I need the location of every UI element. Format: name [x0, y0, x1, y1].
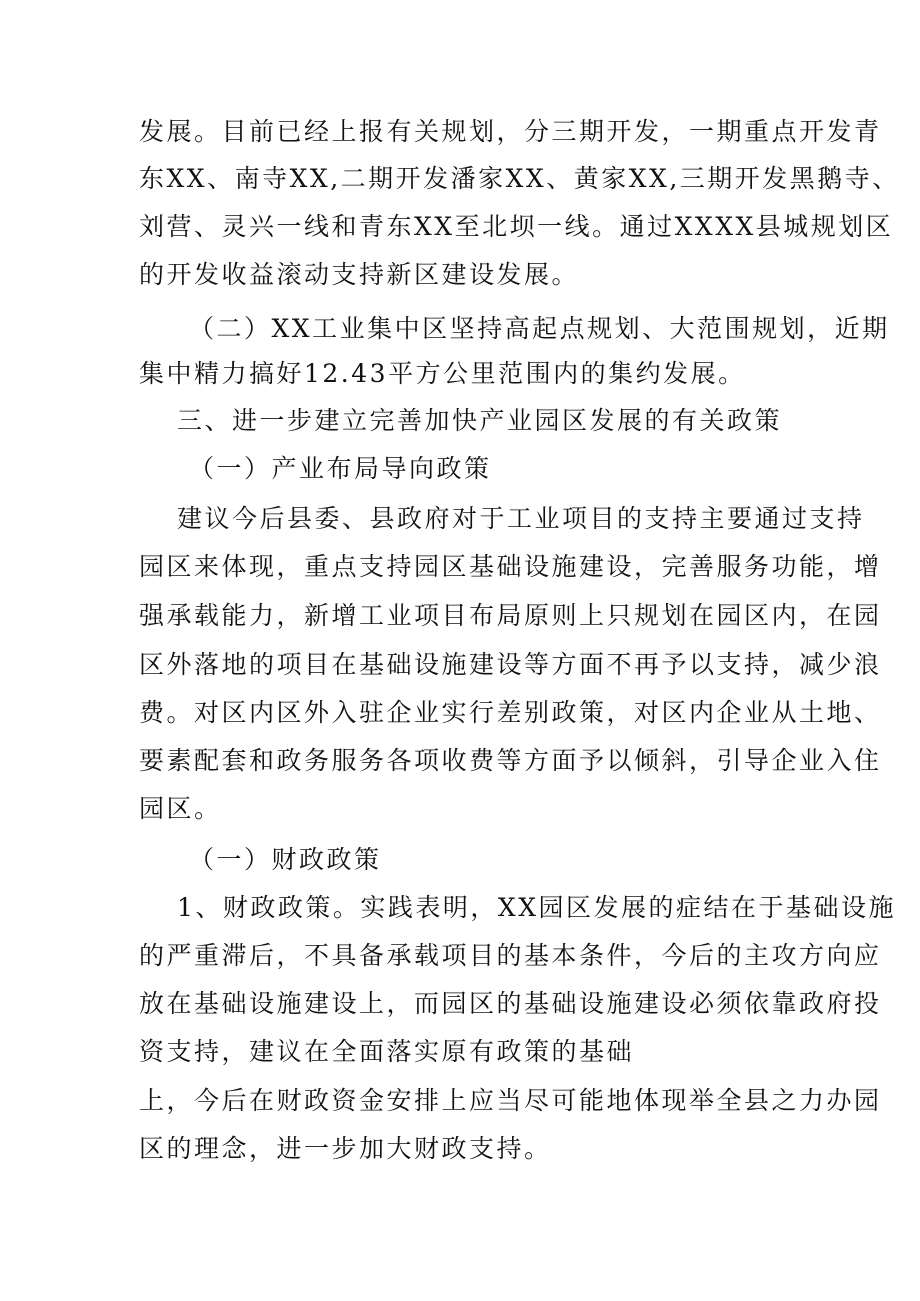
text-line: 资支持，建议在全面落实原有政策的基础	[139, 1037, 635, 1066]
section-heading: 三、进一步建立完善加快产业园区发展的有关政策	[177, 406, 783, 435]
text-line: 集中精力搞好12.43平方公里范围内的集约发展。	[139, 359, 746, 388]
text-line: 费。对区内区外入驻企业实行差别政策，对区内企业从土地、	[139, 698, 882, 727]
subsection-heading: （一）产业布局导向政策	[189, 454, 492, 483]
subsection-heading: （一）财政政策	[189, 845, 382, 874]
text-line: 区外落地的项目在基础设施建设等方面不再予以支持，减少浪	[139, 650, 882, 679]
text-line: 的严重滞后，不具备承载项目的基本条件，今后的主攻方向应	[139, 941, 882, 970]
text-line: 上，今后在财政资金安排上应当尽可能地体现举全县之力办园	[139, 1086, 882, 1115]
text-line: 要素配套和政务服务各项收费等方面予以倾斜，引导企业入住	[139, 746, 882, 775]
text-line: 东XX、南寺XX,二期开发潘家XX、黄家XX,三期开发黑鹅寺、	[139, 164, 900, 193]
text-line: 的开发收益滚动支持新区建设发展。	[139, 260, 580, 289]
text-line: 1、财政政策。实践表明，XX园区发展的症结在于基础设施	[177, 893, 897, 922]
text-line: 强承载能力，新增工业项目布局原则上只规划在园区内，在园	[139, 601, 882, 630]
text-line: 园区来体现，重点支持园区基础设施建设，完善服务功能，增	[139, 552, 882, 581]
text-line: 发展。目前已经上报有关规划，分三期开发，一期重点开发青	[139, 117, 882, 146]
text-line: 放在基础设施建设上，而园区的基础设施建设必须依靠政府投	[139, 989, 882, 1018]
text-line: 建议今后县委、县政府对于工业项目的支持主要通过支持	[177, 504, 865, 533]
text-line: 园区。	[139, 794, 222, 823]
text-line: （二）XX工业集中区坚持高起点规划、大范围规划，近期	[189, 314, 890, 343]
text-line: 刘营、灵兴一线和青东XX至北坝一线。通过XXXX县城规划区	[139, 212, 894, 241]
text-line: 区的理念，进一步加大财政支持。	[139, 1134, 552, 1163]
